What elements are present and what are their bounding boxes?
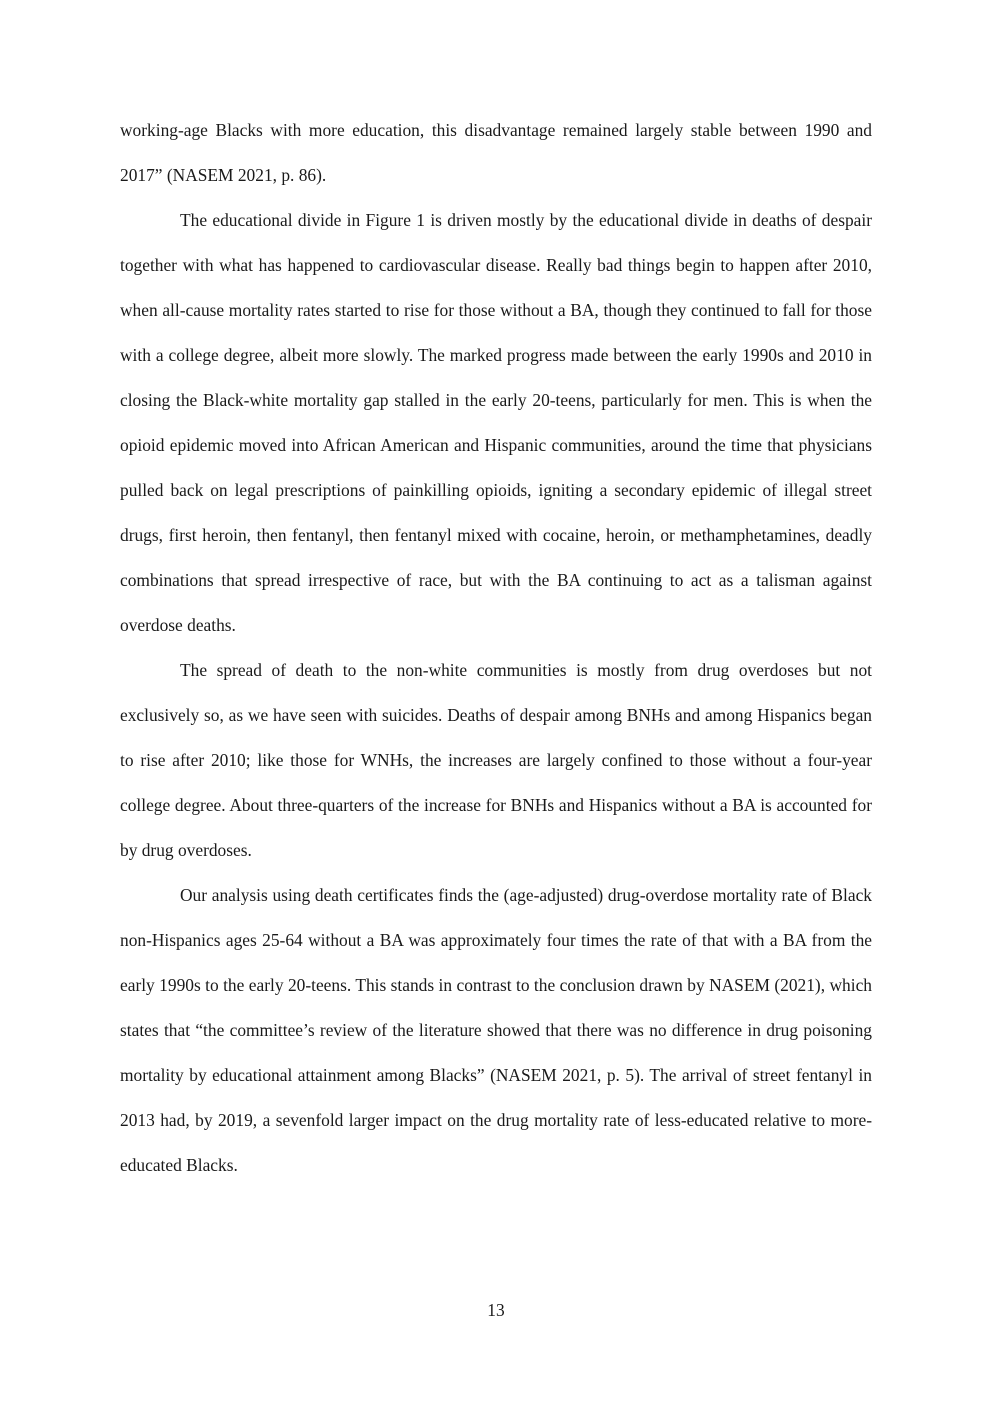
page-number: 13: [487, 1300, 505, 1320]
page-body: [120, 108, 872, 1188]
paragraph-1: working-age Blacks with more education, this disadvantage remained largely stable between 1990 and 2017” (NASEM 2021, p. 86).: [120, 120, 872, 185]
paragraph-4: Our analysis using death certificates finds the (age-adjusted) drug-overdose mortality rate of Black non-Hispanics ages 25-64 without a BA was approximately four times the rate of that with a BA from the early 1990s to the early 20-teens. This stands in contrast to the conclusion drawn by NASEM (2021), which states that “the committee’s review of the literature showed that there was no difference in drug poisoning mortality by educational attainment among Blacks” (NASEM 2021, p. 5). The arrival of street fentanyl in 2013 had, by 2019, a sevenfold larger impact on the drug mortality rate of less-educated relative to more-educated Blacks.: [120, 885, 872, 1175]
paragraph-2: The educational divide in Figure 1 is driven mostly by the educational divide in deaths of despair together with what has happened to cardiovascular disease. Really bad things begin to happen after 2010, when all-cause mortality rates started to rise for those without a BA, though they continued to fall for those with a college degree, albeit more slowly. The marked progress made between the early 1990s and 2010 in closing the Black-white mortality gap stalled in the early 20-teens, particularly for men. This is when the opioid epidemic moved into African American and Hispanic communities, around the time that physicians pulled back on legal prescriptions of painkilling opioids, igniting a secondary epidemic of illegal street drugs, first heroin, then fentanyl, then fentanyl mixed with cocaine, heroin, or methamphetamines, deadly combinations that spread irrespective of race, but with the BA continuing to act as a talisman against overdose deaths.: [120, 210, 872, 635]
paragraph-3: The spread of death to the non-white communities is mostly from drug overdoses but not exclusively so, as we have seen with suicides. Deaths of despair among BNHs and among Hispanics began to rise after 2010; like those for WNHs, the increases are largely confined to those without a four-year college degree. About three-quarters of the increase for BNHs and Hispanics without a BA is accounted for by drug overdoses.: [120, 660, 872, 860]
